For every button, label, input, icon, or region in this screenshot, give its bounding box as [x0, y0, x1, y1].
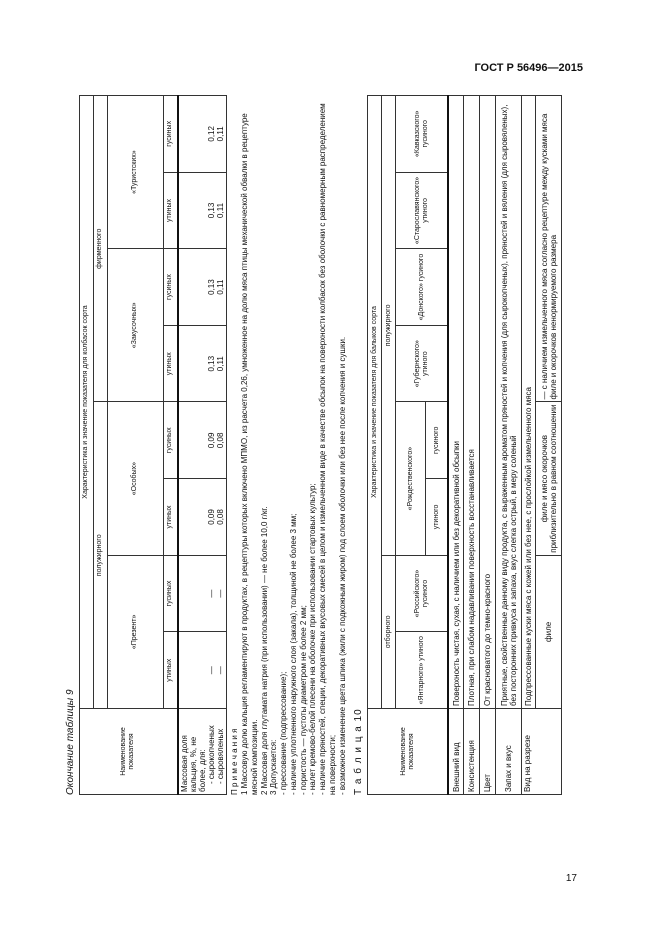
t10-kavk: «Кавказского» гусиного: [396, 96, 448, 173]
t9-sub-dried: - сыровяленых: [216, 728, 226, 784]
t10-cut-b: филе и мясо окорочков приблизительно в равном соотношении: [536, 402, 562, 555]
t9-value: 0,11: [216, 202, 226, 218]
t10-ross: «Российского» гусиного: [396, 555, 448, 632]
note-3-item: - налет кремово-белой плесени на оболочке при использовании стартовых культур;: [308, 483, 318, 795]
t10-cut-common: Подпрессованные куски мяса с кожей или без нее, с прослойкой измельченного мяса: [522, 96, 536, 709]
t9-duck: утиных: [164, 479, 178, 556]
t10-smell-value: Приятные, свойственные данному виду продукта, с выраженным ароматом пряностей и копчения (для сырокопченых), пряностей и вяления (для сыровяленых), без посторонних привкуса и запаха, вкус слегка острый, в меру соленый: [496, 96, 522, 709]
note-3-item: - пористость — пустоты диаметром не более 2 мм;: [298, 605, 308, 795]
t9-value: 0,11: [216, 126, 226, 142]
t9-duck: утиных: [164, 632, 178, 709]
t9-name-header: Наименование показателя: [80, 709, 178, 795]
t9-cell: [178, 402, 227, 479]
t9-product-tur: «Туристских»: [108, 96, 164, 249]
t10-smell-label: Запах и вкус: [496, 709, 522, 795]
t9-value: 0,13: [207, 202, 217, 219]
t9-goose: гусиных: [164, 249, 178, 326]
t9-duck: утиных: [164, 325, 178, 402]
t9-cell: [178, 325, 227, 402]
table10-caption: Т а б л и ц а 10: [353, 708, 365, 795]
t9-semi-header: полужирного: [94, 402, 108, 709]
note-2: 2 Массовая доля глутамата натрия (при использовании) — не более 10,0 г/кг.: [259, 506, 269, 795]
notes-title: П р и м е ч а н и я: [230, 728, 240, 795]
t9-cell: [178, 555, 227, 632]
t9-calcium-label-text: Массовая доля кальция, %, не более, для:: [179, 735, 207, 792]
t9-calcium-label: [178, 709, 227, 795]
t9-char-header: Характеристика и значение показателя для колбасок сорта: [80, 96, 94, 709]
t9-value: 0,11: [216, 356, 226, 372]
t10-rozhd-duck: утиного: [426, 479, 448, 556]
t10-color-label: Цвет: [480, 709, 496, 795]
t9-cell: [178, 479, 227, 556]
t9-value: 0,12: [207, 126, 217, 142]
page-number: 17: [565, 873, 577, 884]
t9-cell: [178, 632, 227, 709]
t10-cut-c: — с наличием измельченного мяса согласно рецептуре между кусками мяса филе и окорочков ненормируемого размера: [536, 96, 562, 403]
t9-goose: гусиных: [164, 402, 178, 479]
t10-appearance-label: Внешний вид: [448, 709, 464, 795]
t9-cell: [178, 96, 227, 173]
t9-value: 0,08: [216, 509, 226, 525]
t9-value: 0,11: [216, 279, 226, 295]
t10-yantar: «Янтарного» утиного: [396, 632, 448, 709]
t10-don: «Донского» гусиного: [396, 249, 448, 326]
t9-product-zak: «Закусочных»: [108, 249, 164, 402]
table9-notes: [230, 95, 347, 795]
note-3: 3 Допускается:: [269, 739, 279, 795]
t9-value: 0,09: [207, 509, 217, 525]
t9-goose: гусиных: [164, 96, 178, 173]
t9-value: 0,09: [207, 432, 217, 449]
note-3-item: - прессование (подпрессование);: [279, 671, 289, 795]
t10-rozhd-goose: гусиного: [426, 402, 448, 479]
t10-rozhd: «Рождественского»: [396, 402, 426, 555]
t10-name-header: Наименование показателя: [368, 709, 448, 795]
t9-value: 0,08: [216, 432, 226, 449]
t9-value: 0,13: [207, 279, 217, 295]
t9-product-osob: «Особых»: [108, 402, 164, 555]
t10-consistency-value: Плотная, при слабом надавливании поверхность восстанавливается: [464, 96, 480, 709]
t10-color-value: От красноватого до темно-красного: [480, 96, 496, 709]
t9-value: —: [216, 666, 226, 675]
table9-caption: Окончание таблицы 9: [65, 689, 76, 795]
t9-firm-header: фирменного: [94, 96, 108, 403]
t9-product-present: «Презент»: [108, 555, 164, 708]
table9: [79, 95, 227, 795]
t10-cut-a: филе: [536, 555, 562, 708]
note-3-item: - наличие пряностей, специи, декоративных вкусовых смесей в целом и измельченном виде в качестве обсыпок на поверхности колбасок без оболочки с равномерным распределением на поверхности;: [318, 103, 337, 795]
t9-duck: утиных: [164, 172, 178, 249]
t9-sub-smoked: - сырокопченых: [207, 725, 217, 784]
t9-value: —: [207, 666, 217, 675]
t10-appearance-value: Поверхность чистая, сухая, с наличием или без декоративной обсыпки: [448, 96, 464, 709]
t10-char-header: Характеристика и значение показателя для балыков сорта: [368, 96, 382, 709]
t10-semi-header: полужирного: [382, 96, 396, 556]
t10-gub: «Губернского» утиного: [396, 325, 448, 402]
note-1: 1 Массовую долю кальция регламентируют в продуктах, в рецептуры которых включено МПМО, из расчета 0,26, умноженное на долю мяса птицы механической обвалки в рецептуре мясной композиции.: [240, 113, 259, 795]
note-3-item: - наличие уплотненного наружного слоя (закала), толщиной не более 3 мм;: [288, 513, 298, 795]
t10-consistency-label: Консистенция: [464, 709, 480, 795]
t10-cut-label: Вид на разрезе: [522, 709, 562, 795]
t9-cell: [178, 249, 227, 326]
t10-star: «Старославянского» утиного: [396, 172, 448, 249]
t9-value: —: [216, 589, 226, 598]
t9-value: —: [207, 589, 217, 598]
t9-goose: гусиных: [164, 555, 178, 632]
rotated-page-content: [65, 95, 595, 795]
document-header: ГОСТ Р 56496—2015: [474, 62, 583, 74]
note-3-item: - возможное изменение цвета шпика (жили с подкожным жиром) под слоем оболочки или без нее после копчения и сушки.: [337, 336, 347, 795]
t9-cell: [178, 172, 227, 249]
table10: [367, 95, 562, 795]
t10-select-header: отборного: [382, 555, 396, 708]
t9-value: 0,13: [207, 355, 217, 372]
